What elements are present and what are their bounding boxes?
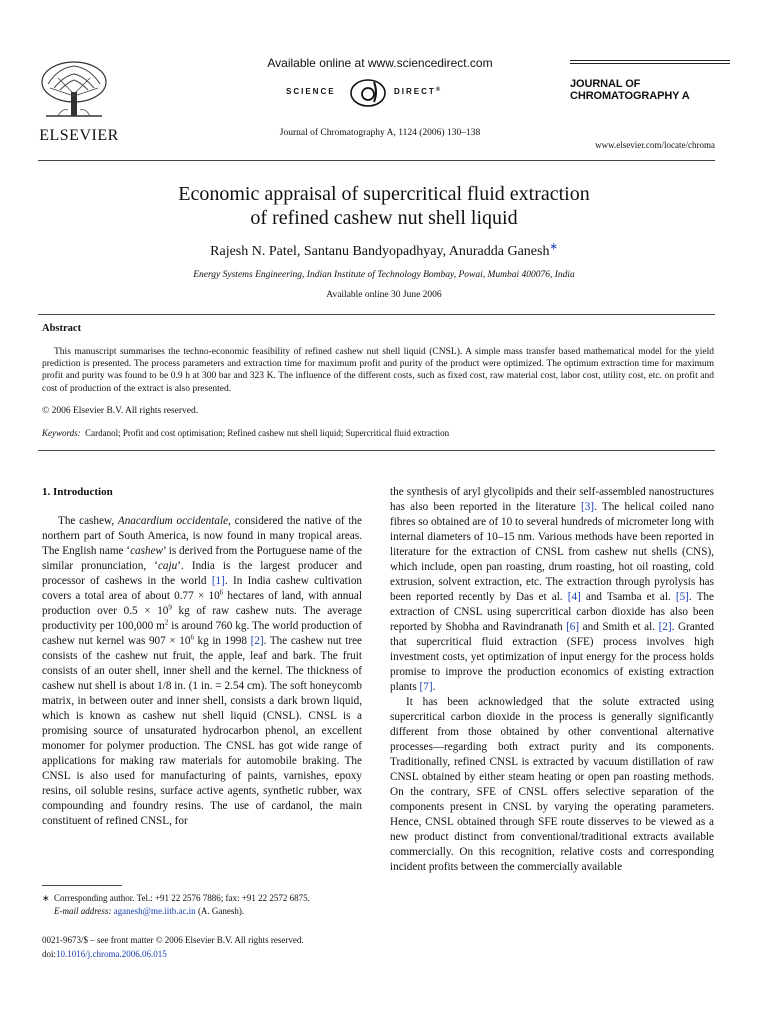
paragraph: The cashew, Anacardium occidentale, considered the native of the northern part of South America, is now found in many tropical areas. The English name ‘cashew’ is derived from the Portuguese name of the similar pronunciation, ‘caju’. India is the largest producer and processor of cashews in the world [1]. In India cashew cultivation covers a total area of about $0.77 \times 10^6$ hectares of land, with annual production over $0.5 \times 10^9$ kg of raw cashew nuts. The average productivity per 100,000 $m^2$ is around 760 kg. The world production of cashew nut kernel was $907 \times 10^6$ kg in 1998 [2]. The cashew nut tree consists of the cashew nut fruit, the apple, leaf and bark. The fruit consists of an outer shell, inner shell and the kernel. The thickness of cashew nut shell is about 1/8 in. (1 in. = 2.54 cm). The soft honeycomb matrix, in between outer and inner shell, consists a dark brown liquid, which is known as cashew nut shell liquid (CNSL). CNSL is a promising source of unsaturated hydrocarbon phenol, an excellent monomer for polymer production. The CNSL has got wide range of applications for making raw materials for automobile braking. The CNSL is also used for manufacturing of paints, varnishes, epoxy resins, oil soluble resins, surface active agents, synthetic rubber, wax compounding and foundry resins. The use of cardanol, the main constituent of refined CNSL, for xyxy=(42,515,363,827)
body-column-right xyxy=(390,485,714,875)
footnote: ∗ Corresponding author. Tel.: +91 22 2576 7886; fax: +91 22 2572 6875. E-mail address: aganesh@me.iitb.ac.in (A. Ganesh). xyxy=(42,893,310,916)
abstract-heading: Abstract xyxy=(42,323,82,334)
reference-link[interactable]: [2] xyxy=(658,621,672,633)
article-authors: Rajesh N. Patel, Santanu Bandyopadhyay, Anuradda Ganesh∗ xyxy=(210,241,558,259)
author-affiliation: Energy Systems Engineering, Indian Institute of Technology Bombay, Powai, Mumbai 400076, India xyxy=(193,270,575,280)
reference-link[interactable]: [2] xyxy=(250,635,264,647)
abstract-text: This manuscript summarises the techno-economic feasibility of refined cashew nut shell liquid (CNSL). A simple mass transfer based mathematical model for the yield prediction is presented. The process parameters and extraction time for maximum profit and purity of the product were optimized. The optimum extraction time for maximum profit and purity was found to be 0.9 h at 300 bar and 323 K. The influence of the different costs, such as fixed cost, raw material cost, labor cost, utility cost, etc. on profit and cost of production of the extract is also presented. xyxy=(42,347,714,394)
reference-link[interactable]: [7] xyxy=(419,681,433,693)
imprint: 0021-9673/$ – see front matter © 2006 Elsevier B.V. All rights reserved. doi:10.1016/j.chroma.2006.06.015 xyxy=(42,935,304,959)
publisher-name: ELSEVIER xyxy=(39,127,119,144)
elsevier-tree-icon xyxy=(38,58,110,120)
journal-citation: Journal of Chromatography A, 1124 (2006) 130–138 xyxy=(279,128,481,138)
journal-name-line2: CHROMATOGRAPHY A xyxy=(570,90,690,102)
sciencedirect-at-icon xyxy=(348,78,388,108)
reference-link[interactable]: [3] xyxy=(580,501,595,513)
doi-link[interactable]: 10.1016/j.chroma.2006.06.015 xyxy=(56,949,167,959)
paragraph: the synthesis of aryl glycolipids and their self-assembled nanostructures has also been reported in the literature [3]. The helical coiled nano fibres so obtained are of 10 to several hundreds of micrometer long with internal diameters of 10–15 nm. Various methods have been reported in literature for the extraction of CNSL from cashew nut shells (CNS), which include, open pan roasting, drum roasting, hot oil roasting, cold extrusion, solvent extraction, etc. The extraction through pyrolysis has been reported recently by Das et al. [4] and Tsamba et al. [5]. The extraction of CNSL using supercritical carbon dioxide has also been reported by Shobha and Ravindranath [6] and Smith et al. [2]. Granted that supercritical fluid extraction (SFE) process involves high investment costs, yet optimization of input energy for the process holds promise to improve the production economics of existing extraction plants [7]. xyxy=(390,486,714,693)
abstract-copyright: © 2006 Elsevier B.V. All rights reserved. xyxy=(42,406,199,416)
journal-name-line1: JOURNAL OF xyxy=(570,78,641,90)
section-heading-introduction: 1. Introduction xyxy=(42,486,113,498)
email-link[interactable]: aganesh@me.iitb.ac.in xyxy=(113,906,196,916)
body-column-left xyxy=(42,514,362,829)
journal-url[interactable]: www.elsevier.com/locate/chroma xyxy=(595,140,715,150)
footnote-divider xyxy=(42,885,122,886)
journal-name-block xyxy=(570,60,730,102)
keywords: Keywords: Cardanol; Profit and cost optimisation; Refined cashew nut shell liquid; Supercritical fluid extraction xyxy=(42,428,450,438)
available-online-banner: Available online at www.sciencedirect.com xyxy=(267,56,493,70)
header-divider xyxy=(38,160,715,161)
paragraph: It has been acknowledged that the solute extracted using supercritical carbon dioxide in the process is generally significantly different from those obtained by other conventional alternative processes—regarding both extract purity and its components. Traditionally, refined CNSL is extracted by vacuum distillation of raw CNSL obtained by either steam heating or open pan roasting methods. On the contrary, SFE of CNSL offers selective separation of the components present in CNSL by varying the operating parameters. Hence, CNSL obtained through SFE route disserves to be viewed as a new product distinct from conventional/traditional extracts available commercially. On this recognition, relative costs and corresponding incident profits between the commercially available xyxy=(390,696,714,873)
sciencedirect-logo xyxy=(230,78,530,108)
article-title: Economic appraisal of supercritical fluid extraction of refined cashew nut shell liquid xyxy=(178,183,590,229)
sciencedirect-direct-label: DIRECT® xyxy=(394,87,443,96)
keywords-divider xyxy=(38,450,715,451)
reference-link[interactable]: [1] xyxy=(211,575,225,587)
reference-link[interactable]: [6] xyxy=(566,621,580,633)
abstract-divider xyxy=(38,314,715,315)
sciencedirect-science-label: SCIENCE xyxy=(286,87,336,96)
corresponding-author-mark[interactable]: ∗ xyxy=(549,241,558,253)
reference-link[interactable]: [5] xyxy=(675,591,689,603)
elsevier-logo xyxy=(38,58,120,145)
reference-link[interactable]: [4] xyxy=(567,591,581,603)
available-online-date: Available online 30 June 2006 xyxy=(326,290,442,300)
